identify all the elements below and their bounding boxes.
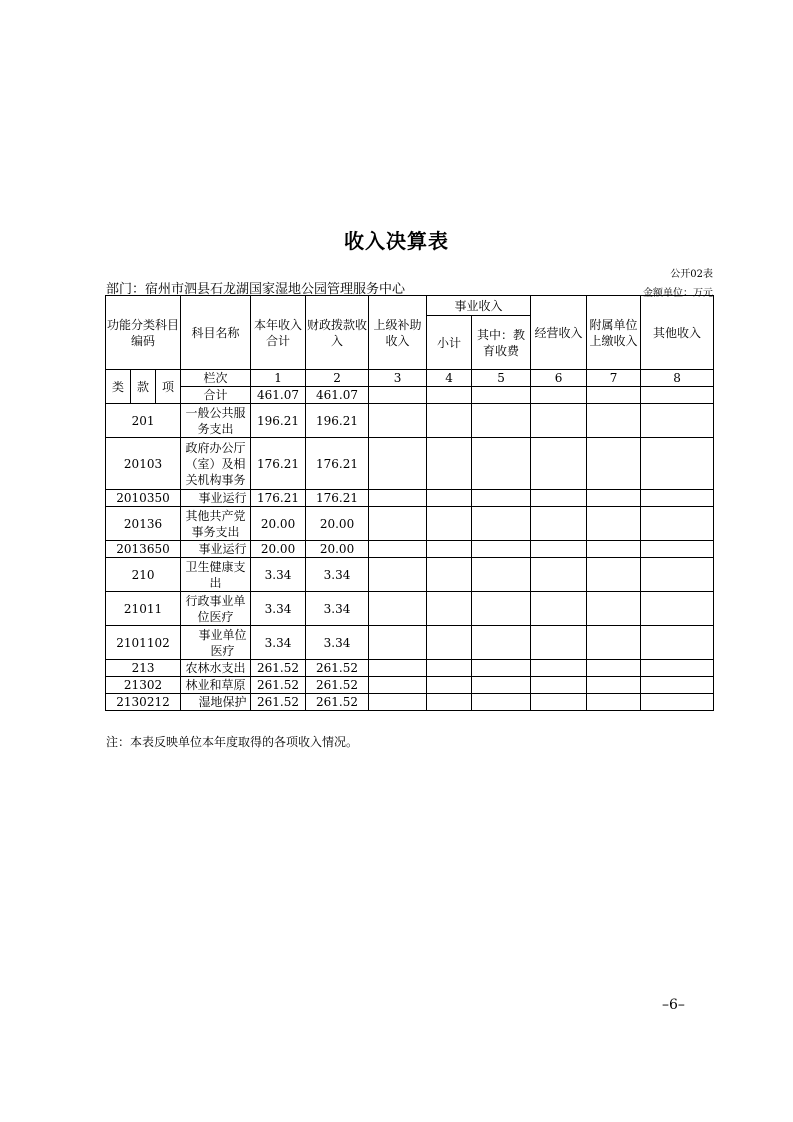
- row-name: 其他共产党事务支出: [181, 507, 251, 541]
- row-total: 261.52: [251, 677, 306, 694]
- row-code: 213: [106, 660, 181, 677]
- table-note: 注：本表反映单位本年度取得的各项收入情况。: [106, 735, 359, 749]
- row-fiscal: 261.52: [306, 660, 369, 677]
- row-code: 201: [106, 404, 181, 438]
- col-num: 2: [306, 370, 369, 387]
- table-row: [106, 541, 714, 558]
- row-fiscal: 3.34: [306, 592, 369, 626]
- row-name: 事业运行: [181, 490, 251, 507]
- col-num: 7: [587, 370, 641, 387]
- row-fiscal: 3.34: [306, 558, 369, 592]
- col-num: 8: [641, 370, 714, 387]
- business-header: 经营收入: [531, 296, 587, 370]
- row-code: 2130212: [106, 694, 181, 711]
- lei-header: 类: [106, 370, 131, 404]
- income-table: [105, 295, 714, 711]
- col-num: 4: [427, 370, 472, 387]
- table-row: [106, 660, 714, 677]
- col-num: 5: [472, 370, 531, 387]
- total-label: 合计: [181, 387, 251, 404]
- row-name: 湿地保护: [181, 694, 251, 711]
- row-fiscal: 3.34: [306, 626, 369, 660]
- subtotal-header: 小计: [427, 316, 472, 370]
- row-code: 21011: [106, 592, 181, 626]
- table-row: [106, 490, 714, 507]
- row-code: 20136: [106, 507, 181, 541]
- col-num: 3: [369, 370, 427, 387]
- table-row: [106, 558, 714, 592]
- row-name: 政府办公厅（室）及相关机构事务: [181, 438, 251, 490]
- row-name: 行政事业单位医疗: [181, 592, 251, 626]
- amount-unit: 金额单位：万元: [643, 288, 713, 299]
- table-row: [106, 592, 714, 626]
- department-label: 部门：宿州市泗县石龙湖国家湿地公园管理服务中心: [106, 282, 406, 297]
- xiang-header: 项: [156, 370, 181, 404]
- row-name: 卫生健康支出: [181, 558, 251, 592]
- row-fiscal: 20.00: [306, 541, 369, 558]
- total-fiscal-value: 461.07: [306, 387, 369, 404]
- row-total: 261.52: [251, 660, 306, 677]
- row-code: 2013650: [106, 541, 181, 558]
- table-row: [106, 677, 714, 694]
- other-header: 其他收入: [641, 296, 714, 370]
- affiliated-header: 附属单位上缴收入: [587, 296, 641, 370]
- row-code: 20103: [106, 438, 181, 490]
- row-name: 事业运行: [181, 541, 251, 558]
- page-number: –6–: [662, 997, 685, 1013]
- func-code-header: 功能分类科目编码: [106, 296, 181, 370]
- row-name: 林业和草原: [181, 677, 251, 694]
- row-fiscal: 176.21: [306, 438, 369, 490]
- education-header: 其中：教育收费: [472, 316, 531, 370]
- row-total: 176.21: [251, 490, 306, 507]
- lanci-row: [106, 370, 714, 387]
- table-row: [106, 694, 714, 711]
- col-num: 6: [531, 370, 587, 387]
- table-row: [106, 626, 714, 660]
- row-code: 2101102: [106, 626, 181, 660]
- superior-header: 上级补助收入: [369, 296, 427, 370]
- kuan-header: 款: [131, 370, 156, 404]
- row-total: 196.21: [251, 404, 306, 438]
- table-row: [106, 438, 714, 490]
- total-row: [106, 387, 714, 404]
- career-income-header: 事业收入: [427, 296, 531, 316]
- total-income-header: 本年收入合计: [251, 296, 306, 370]
- row-fiscal: 261.52: [306, 694, 369, 711]
- row-fiscal: 176.21: [306, 490, 369, 507]
- row-name: 一般公共服务支出: [181, 404, 251, 438]
- row-total: 3.34: [251, 558, 306, 592]
- row-code: 2010350: [106, 490, 181, 507]
- row-fiscal: 261.52: [306, 677, 369, 694]
- fiscal-header: 财政拨款收入: [306, 296, 369, 370]
- row-total: 261.52: [251, 694, 306, 711]
- form-number: 公开02表: [670, 269, 713, 280]
- row-fiscal: 196.21: [306, 404, 369, 438]
- subject-name-header: 科目名称: [181, 296, 251, 370]
- row-total: 3.34: [251, 592, 306, 626]
- row-code: 210: [106, 558, 181, 592]
- page-title: 收入决算表: [344, 229, 449, 253]
- table-row: [106, 507, 714, 541]
- row-total: 20.00: [251, 541, 306, 558]
- row-total: 3.34: [251, 626, 306, 660]
- total-value: 461.07: [251, 387, 306, 404]
- row-name: 事业单位医疗: [181, 626, 251, 660]
- row-fiscal: 20.00: [306, 507, 369, 541]
- row-code: 21302: [106, 677, 181, 694]
- col-num: 1: [251, 370, 306, 387]
- row-total: 176.21: [251, 438, 306, 490]
- header-row-1: [106, 296, 714, 316]
- lanci-label: 栏次: [181, 370, 251, 387]
- table-row: [106, 404, 714, 438]
- row-total: 20.00: [251, 507, 306, 541]
- row-name: 农林水支出: [181, 660, 251, 677]
